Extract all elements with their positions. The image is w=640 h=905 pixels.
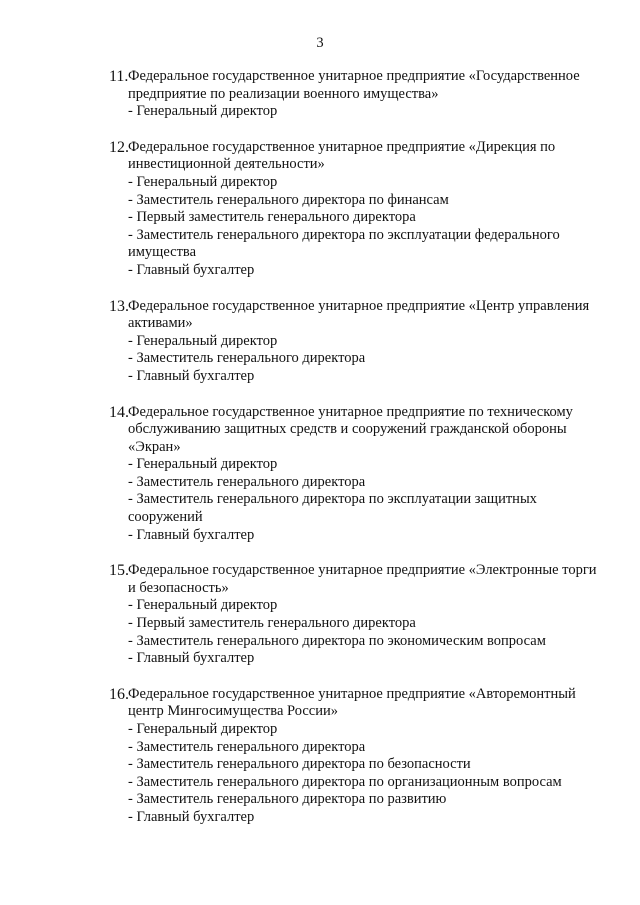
- enterprise-section: [109, 403, 598, 545]
- position-item: - Заместитель генерального директора по организационным вопросам: [128, 773, 562, 790]
- position-list: [128, 333, 598, 386]
- position-list: [128, 721, 598, 827]
- position-item: - Главный бухгалтер: [128, 526, 255, 543]
- position-item: - Главный бухгалтер: [128, 261, 255, 278]
- section-title: Федеральное государственное унитарное предприятие по техническому обслуживанию защитных средств и сооружений гражданской обороны «Экран»: [128, 403, 573, 455]
- position-item: - Первый заместитель генерального директора: [128, 615, 416, 632]
- position-item: - Главный бухгалтер: [128, 808, 255, 825]
- section-heading: [109, 403, 598, 457]
- section-heading: [109, 297, 598, 333]
- section-heading: [109, 562, 598, 597]
- position-list: [128, 597, 598, 667]
- position-item: - Заместитель генерального директора: [128, 350, 366, 367]
- page-number: 3: [316, 35, 324, 51]
- section-heading: [109, 685, 598, 721]
- section-title: Федеральное государственное унитарное предприятие «Электронные торги и безопасность»: [128, 562, 597, 596]
- position-item: - Заместитель генерального директора: [128, 473, 366, 490]
- section-title: Федеральное государственное унитарное предприятие «Дирекция по инвестиционной деятельности»: [128, 138, 556, 173]
- section-title: Федеральное государственное унитарное предприятие «Авторемонтный центр Мингосимущества России»: [128, 685, 576, 720]
- position-list: [128, 174, 598, 280]
- position-item: - Главный бухгалтер: [128, 367, 255, 384]
- section-heading: [109, 138, 598, 174]
- section-number: 12.: [109, 138, 129, 156]
- position-item: - Генеральный директор: [128, 597, 278, 614]
- document-body: [109, 68, 598, 845]
- enterprise-section: [109, 297, 598, 386]
- position-item: - Генеральный директор: [128, 103, 278, 120]
- position-list: [128, 456, 598, 544]
- section-number: 11.: [109, 68, 129, 85]
- section-heading: [109, 68, 598, 103]
- position-item: - Генеральный директор: [128, 456, 278, 473]
- section-number: 16.: [109, 685, 129, 703]
- enterprise-section: [109, 562, 598, 668]
- position-item: - Заместитель генерального директора по эксплуатации защитных сооружений: [128, 491, 537, 526]
- position-item: - Заместитель генерального директора по развитию: [128, 791, 447, 808]
- position-item: - Заместитель генерального директора по экономическим вопросам: [128, 632, 546, 649]
- section-title: Федеральное государственное унитарное предприятие «Центр управления активами»: [128, 297, 590, 332]
- section-number: 14.: [109, 403, 129, 421]
- section-number: 13.: [109, 297, 129, 315]
- enterprise-section: [109, 68, 598, 121]
- position-item: - Главный бухгалтер: [128, 650, 255, 667]
- position-item: - Заместитель генерального директора по финансам: [128, 191, 449, 208]
- position-list: [128, 103, 598, 121]
- position-item: - Генеральный директор: [128, 173, 278, 190]
- enterprise-section: [109, 138, 598, 280]
- section-title: Федеральное государственное унитарное предприятие «Государственное предприятие по реализации военного имущества»: [128, 68, 580, 102]
- position-item: - Заместитель генерального директора по эксплуатации федерального имущества: [128, 226, 560, 261]
- position-item: - Заместитель генерального директора по безопасности: [128, 756, 471, 773]
- position-item: - Заместитель генерального директора: [128, 738, 366, 755]
- position-item: - Первый заместитель генерального директора: [128, 209, 416, 226]
- position-item: - Генеральный директор: [128, 721, 278, 737]
- enterprise-section: [109, 685, 598, 827]
- section-number: 15.: [109, 562, 129, 580]
- position-item: - Генеральный директор: [128, 332, 278, 349]
